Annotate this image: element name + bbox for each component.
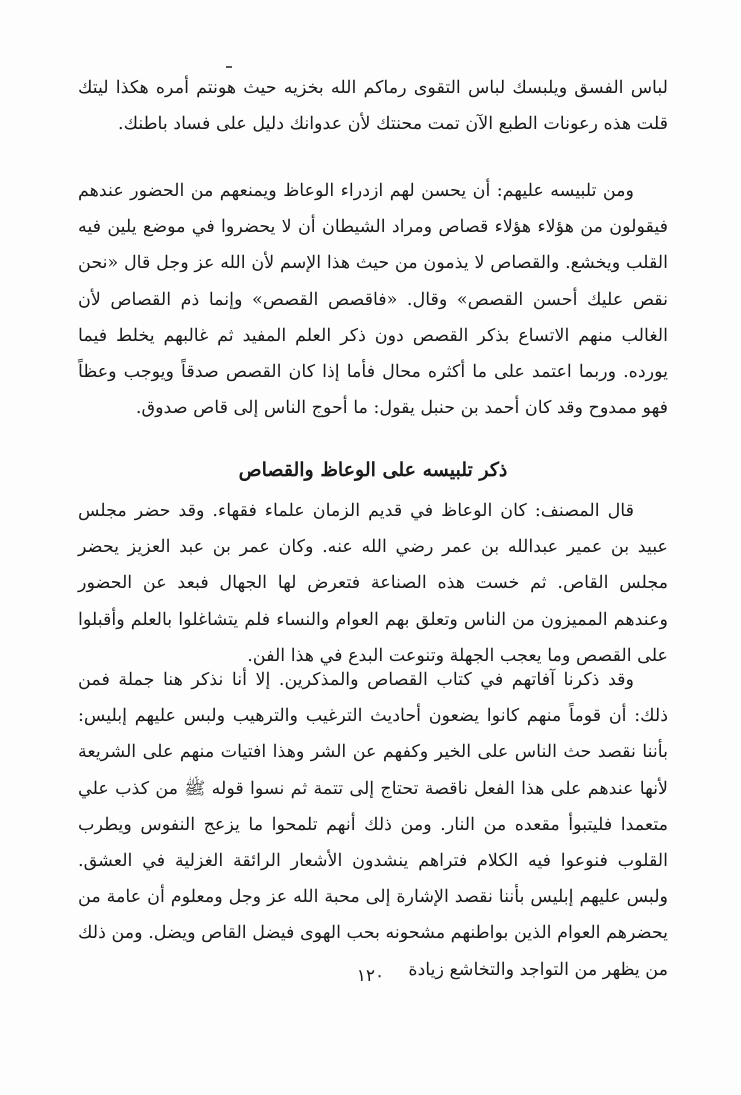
paragraph-continuation: لباس الفسق ويلبسك لباس التقوى رماكم الله بخزيه حيث هونتم أمره هكذا ليتك قلت هذه رعونات الطبع الآن تمت محنتك لأن عدوانك دليل على فساد باطنك. — [78, 78, 668, 135]
text-block-author-said — [78, 493, 668, 674]
paragraph-author-said: قال المصنف: كان الوعاظ في قديم الزمان علماء فقهاء. وقد حضر مجلس عبيد بن عمير عبدالله بن عمر رضي الله عنه. وكان عمر بن عبد العزيز يحضر مجلس القاص. ثم خست هذه الصناعة فتعرض لها الجهال فبعد عن الحضور وعندهم المميزون من الناس وتعلق بهم العوام والنساء فلم يتشاغلوا بالعلم وأقبلوا على القصص وما يعجب الجهلة وتنوعت البدع في هذا الفن. — [78, 501, 668, 666]
text-block-continuation — [78, 70, 668, 142]
section-heading: ذكر تلبيسه على الوعاظ والقصاص — [238, 459, 508, 481]
text-block-afflictions — [78, 662, 668, 988]
text-block-preachers-contempt — [78, 173, 668, 426]
paragraph-afflictions: وقد ذكرنا آفاتهم في كتاب القصاص والمذكرين. إلا أنا نذكر هنا جملة فمن ذلك: أن قوماً منهم كانوا يضعون أحاديث الترغيب والترهيب ولبس عليهم إبليس: بأننا نقصد حث الناس على الخير وكفهم عن الشر وهذا افتيات منهم على الشريعة لأنها عندهم على هذا الفعل ناقصة تحتاج إلى تتمة ثم نسوا قوله ﷺ من كذب علي متعمدا فليتبوأ مقعده من النار. ومن ذلك أنهم تلمحوا ما يزعج النفوس ويطرب القلوب فنوعوا فيه الكلام فتراهم ينشدون الأشعار الرائقة الغزلية في العشق. ولبس عليهم إبليس بأننا نقصد الإشارة إلى محبة الله عز وجل ومعلوم أن عامة من يحضرهم العوام الذين بواطنهم مشحونه بحب الهوى فيضل القاص ويضل. ومن ذلك من يظهر من التواجد والتخاشع زيادة — [78, 670, 668, 980]
page-number: ١٢٠ — [356, 966, 385, 986]
print-mark — [226, 66, 232, 68]
paragraph-preachers-contempt: ومن تلبيسه عليهم: أن يحسن لهم ازدراء الوعاظ ويمنعهم من الحضور عندهم فيقولون من هؤلاء هؤلاء قصاص ومراد الشيطان أن لا يحضروا في موضع يلين فيه القلب ويخشع. والقصاص لا يذمون من حيث هذا الإسم لأن الله عز وجل قال «نحن نقص عليك أحسن القصص» وقال. «فاقصص القصص» وإنما ذم القصاص لأن الغالب منهم الاتساع بذكر القصص دون ذكر العلم المفيد ثم غالبهم يخلط فيما يورده. وربما اعتمد على ما أكثره محال فأما إذا كان القصص صدقاً ويوجب وعظاً فهو ممدوح وقد كان أحمد بن حنبل يقول: ما أحوج الناس إلى قاص صدوق. — [78, 181, 668, 419]
